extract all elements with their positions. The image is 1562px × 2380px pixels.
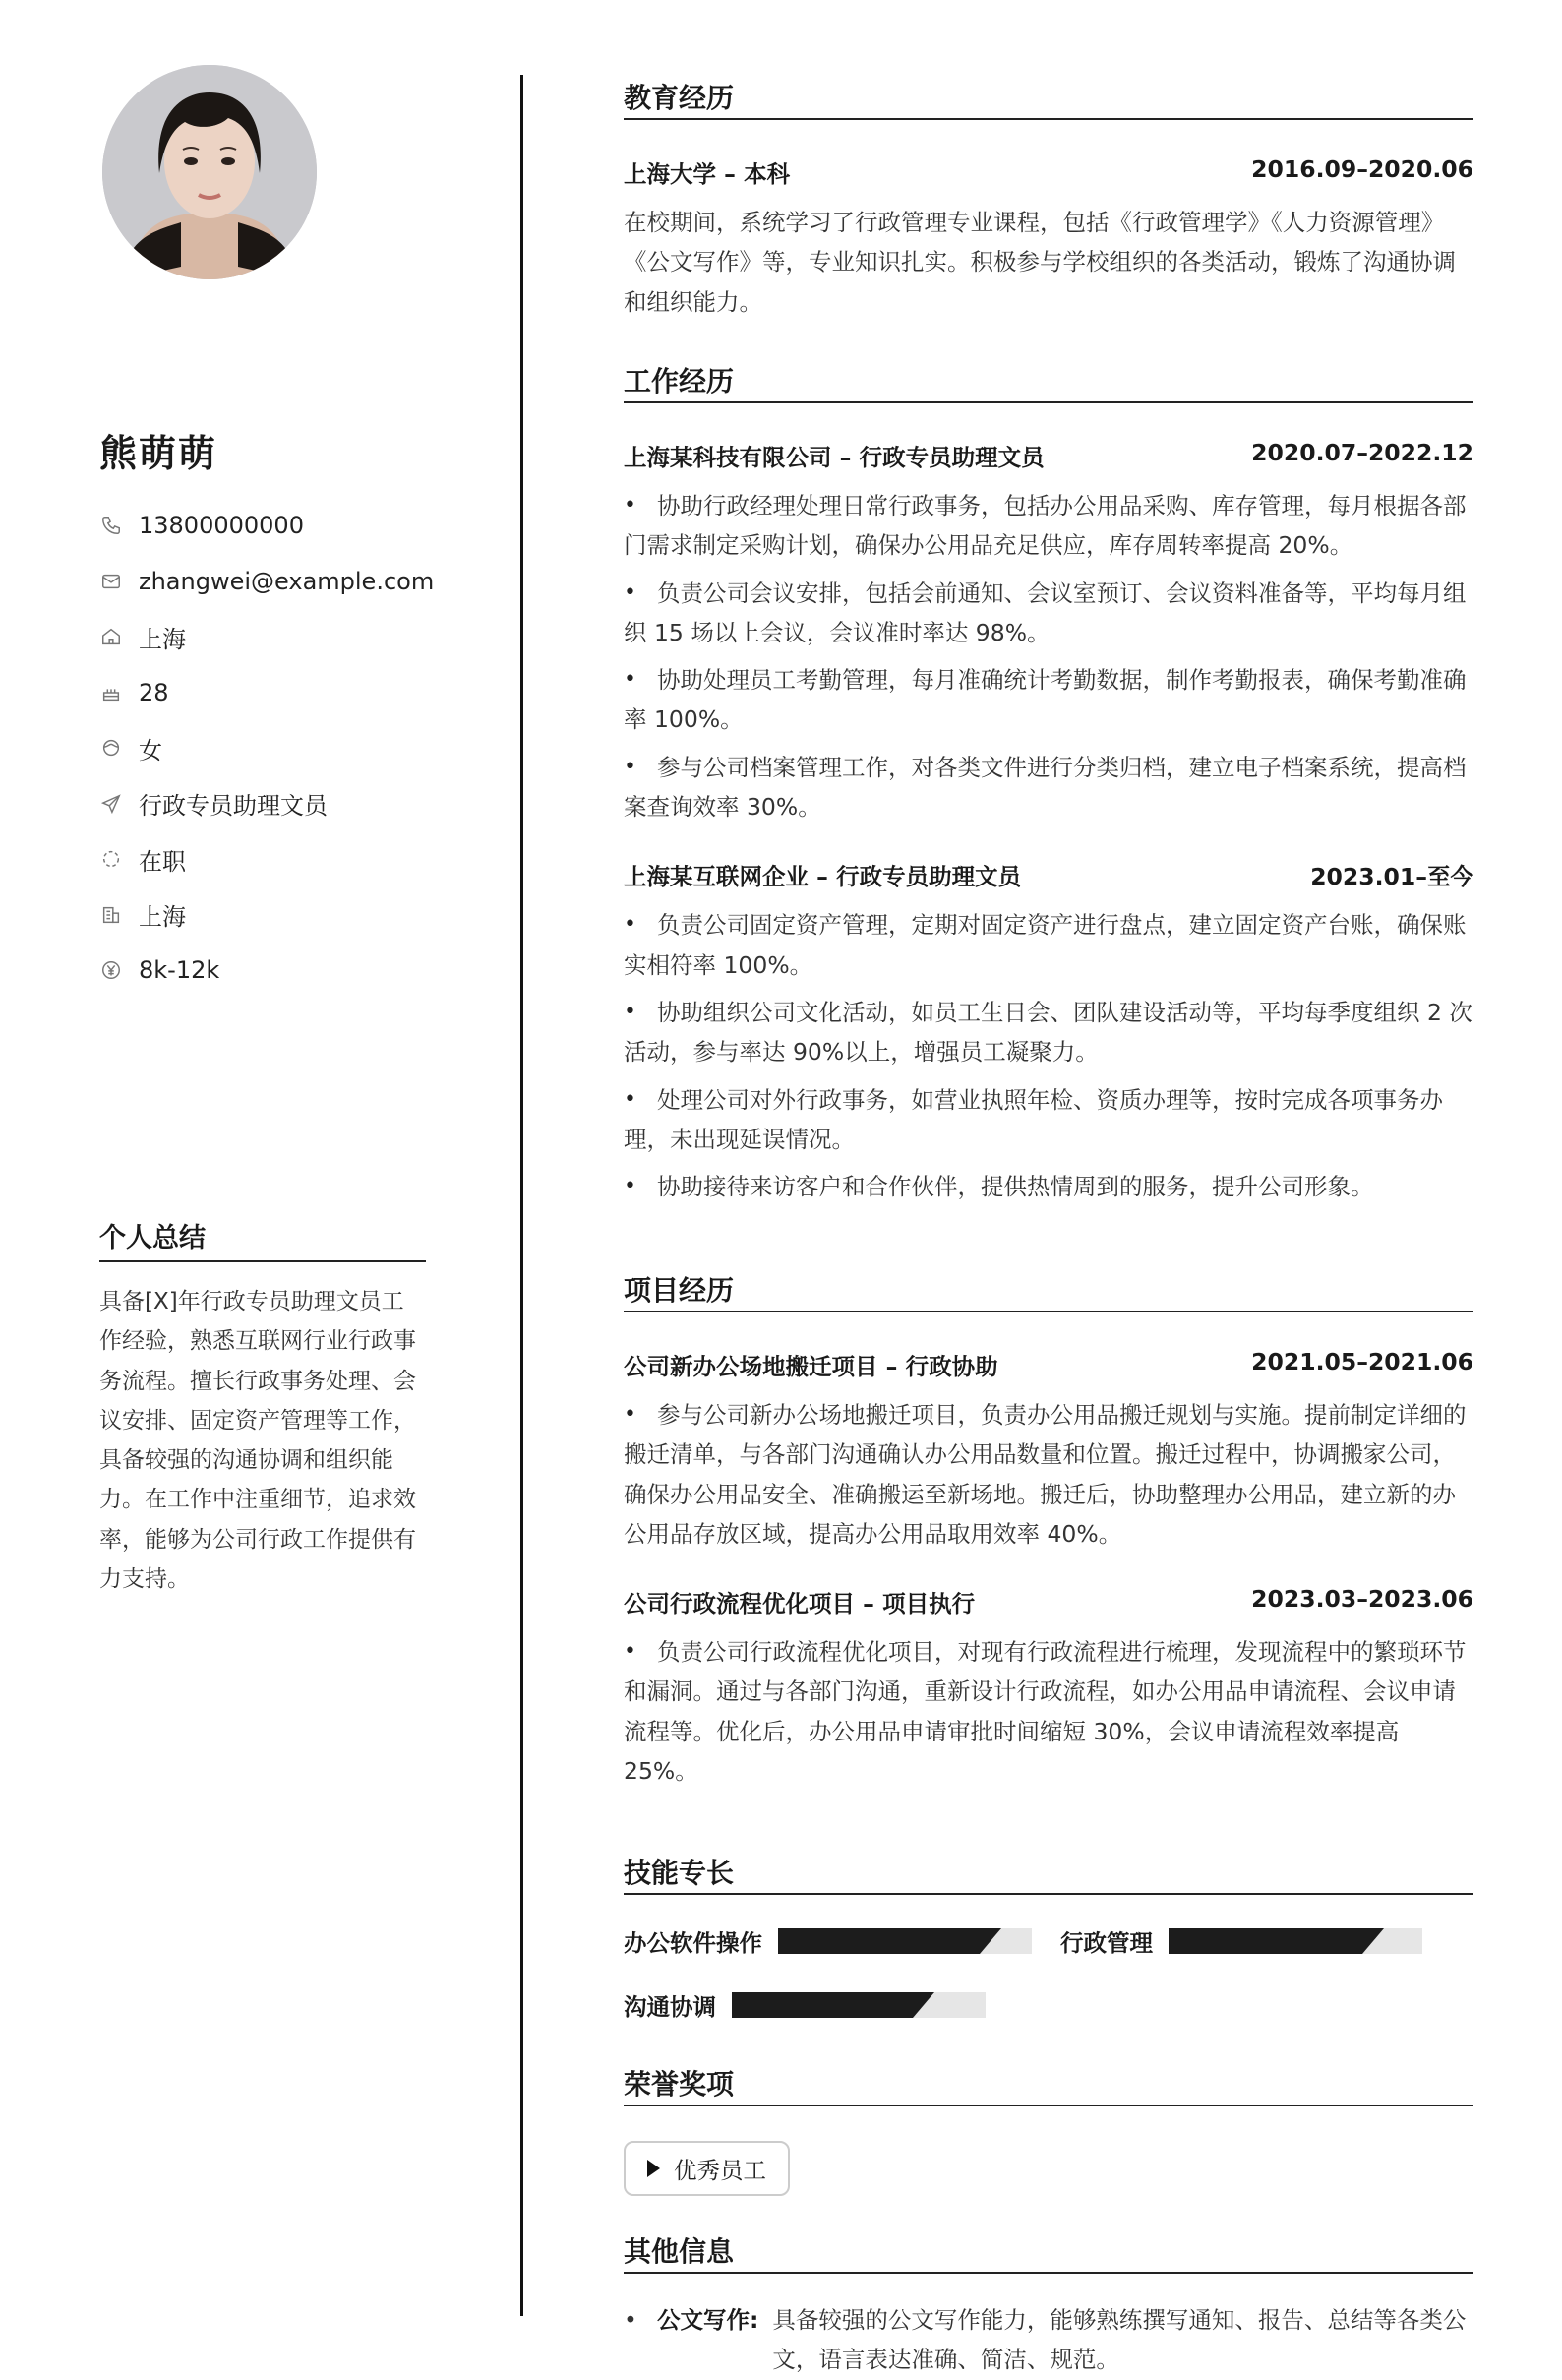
summary-section (99, 1216, 426, 1599)
other-text: 具备较强的公文写作能力，能够熟练撰写通知、报告、总结等各类公文，语言表达准确、简洁、规范。 (772, 2306, 1467, 2374)
skill-name: 办公软件操作 (624, 1929, 762, 1957)
info-age (99, 665, 434, 721)
other-item (624, 2300, 1473, 2380)
skill-bar (732, 1992, 986, 2018)
phone-icon (99, 514, 123, 537)
divider (520, 75, 523, 2316)
work-title: 工作经历 (624, 360, 1473, 403)
info-gender (99, 720, 434, 776)
job-bullet: • 负责公司会议安排，包括会前通知、会议室预订、会议资料准备等，平均每月组织 15 场以上会议，会议准时率达 98%。 (624, 574, 1473, 653)
info-salary (99, 943, 434, 999)
profile-name: 熊萌萌 (99, 432, 218, 475)
job-bullet: • 协助处理员工考勤管理，每月准确统计考勤数据，制作考勤报表，确保考勤准确率 100%。 (624, 660, 1473, 740)
project-title: 公司行政流程优化项目 – 项目执行 (624, 1590, 976, 1618)
education-text: 在校期间，系统学习了行政管理专业课程，包括《行政管理学》《人力资源管理》《公文写作》等，专业知识扎实。积极参与学校组织的各类活动，锻炼了沟通协调和组织能力。 (624, 209, 1456, 316)
education-title: 教育经历 (624, 77, 1473, 120)
project-bullet: • 负责公司行政流程优化项目，对现有行政流程进行梳理，发现流程中的繁琐环节和漏洞。通过与各部门沟通，重新设计行政流程，如办公用品申请流程、会议申请流程等。优化后，办公用品申请审批时间缩短 30%，会议申请流程效率提高 25%。 (624, 1632, 1473, 1791)
bullet-dot: • (624, 2306, 637, 2334)
gender-value: 女 (139, 736, 162, 764)
job-bullet: • 协助行政经理处理日常行政事务，包括办公用品采购、库存管理，每月根据各部门需求制定采购计划，确保办公用品充足供应，库存周转率提高 20%。 (624, 486, 1473, 566)
skill-name: 行政管理 (1060, 1929, 1153, 1957)
skill-bar-fill (778, 1928, 980, 1954)
avatar-portrait (102, 65, 317, 279)
gender-icon (99, 736, 123, 760)
position-value: 行政专员助理文员 (139, 792, 328, 821)
project-period: 2023.03–2023.06 (1251, 1585, 1473, 1614)
job-head (624, 439, 1473, 472)
other-title: 其他信息 (624, 2230, 1473, 2274)
project-head (624, 1585, 1473, 1618)
job-title: 上海某科技有限公司 – 行政专员助理文员 (624, 444, 1045, 471)
skill-bar-tip (1362, 1928, 1384, 1954)
play-icon (647, 2160, 660, 2177)
skill-name: 沟通协调 (624, 1993, 716, 2021)
info-email (99, 554, 434, 610)
projects-title: 项目经历 (624, 1269, 1473, 1312)
award-tag[interactable] (624, 2141, 790, 2196)
other-section (624, 2230, 1473, 2274)
skill-bar-fill (1169, 1928, 1362, 1954)
send-icon (99, 792, 123, 816)
info-location (99, 609, 434, 665)
education-section (624, 77, 1473, 322)
project-title: 公司新办公场地搬迁项目 – 行政协助 (624, 1353, 998, 1380)
cake-icon (99, 681, 123, 704)
age-value: 28 (139, 678, 169, 706)
education-period: 2016.09–2020.06 (1251, 155, 1473, 183)
skills-title: 技能专长 (624, 1852, 1473, 1895)
projects-section (624, 1269, 1473, 1791)
skill-bar-tip (913, 1992, 934, 2018)
job-bullet: • 负责公司固定资产管理，定期对固定资产进行盘点，建立固定资产台账，确保账实相符率 100%。 (624, 905, 1473, 985)
contact-info (99, 498, 434, 999)
home-icon (99, 625, 123, 648)
award-label: 优秀员工 (674, 2157, 766, 2184)
job-bullet: • 处理公司对外行政事务，如营业执照年检、资质办理等，按时完成各项事务办理，未出现延误情况。 (624, 1080, 1473, 1160)
honors-title: 荣誉奖项 (624, 2063, 1473, 2106)
yen-icon (99, 958, 123, 982)
phone-value: 13800000000 (139, 512, 304, 540)
job-bullet: • 协助组织公司文化活动，如员工生日会、团队建设活动等，平均每季度组织 2 次活动，参与率达 90%以上，增强员工凝聚力。 (624, 993, 1473, 1072)
honors-section (624, 2063, 1473, 2106)
avatar (102, 65, 317, 279)
project-period: 2021.05–2021.06 (1251, 1348, 1473, 1375)
job-title: 上海某互联网企业 – 行政专员助理文员 (624, 863, 1022, 891)
skill-bar (1169, 1928, 1422, 1954)
work-city-value: 上海 (139, 903, 186, 932)
work-section (624, 360, 1473, 1206)
project-head (624, 1348, 1473, 1381)
email-value: zhangwei@example.com (139, 567, 435, 595)
skill-bar-fill (732, 1992, 913, 2018)
skills-section (624, 1852, 1473, 1895)
sidebar (0, 0, 521, 2373)
job-head (624, 858, 1473, 891)
info-work-city (99, 887, 434, 944)
skill-bar (778, 1928, 1032, 1954)
info-phone (99, 498, 434, 554)
project-bullet: • 参与公司新办公场地搬迁项目，负责办公用品搬迁规划与实施。提前制定详细的搬迁清单，与各部门沟通确认办公用品数量和位置。搬迁过程中，协调搬家公司，确保办公用品安全、准确搬运至新场地。搬迁后，协助整理办公用品，建立新的办公用品存放区域，提高办公用品取用效率 40%。 (624, 1395, 1473, 1554)
info-position (99, 776, 434, 832)
other-label: 公文写作: (657, 2306, 759, 2334)
salary-value: 8k-12k (139, 956, 220, 985)
summary-title: 个人总结 (99, 1216, 426, 1262)
job-bullet: • 协助接待来访客户和合作伙伴，提供热情周到的服务，提升公司形象。 (624, 1167, 1473, 1206)
education-school: 上海大学 – 本科 (624, 160, 791, 188)
skill-item (624, 1988, 986, 2022)
education-head (624, 155, 1473, 189)
skill-item (624, 1924, 1032, 1958)
mail-icon (99, 570, 123, 593)
job-period: 2020.07–2022.12 (1251, 439, 1473, 466)
status-icon (99, 847, 123, 871)
skill-bar-tip (980, 1928, 1001, 1954)
status-value: 在职 (139, 847, 186, 876)
skill-item (1060, 1924, 1422, 1958)
job-period: 2023.01–至今 (1310, 863, 1473, 891)
info-status (99, 831, 434, 887)
location-value: 上海 (139, 625, 186, 653)
summary-text: 具备[X]年行政专员助理文员工作经验，熟悉互联网行业行政事务流程。擅长行政事务处理、会议安排、固定资产管理等工作，具备较强的沟通协调和组织能力。在工作中注重细节，追求效率，能够为公司行政工作提供有力支持。 (99, 1289, 416, 1593)
building-icon (99, 903, 123, 927)
job-bullet: • 参与公司档案管理工作，对各类文件进行分类归档，建立电子档案系统，提高档案查询效率 30%。 (624, 748, 1473, 827)
